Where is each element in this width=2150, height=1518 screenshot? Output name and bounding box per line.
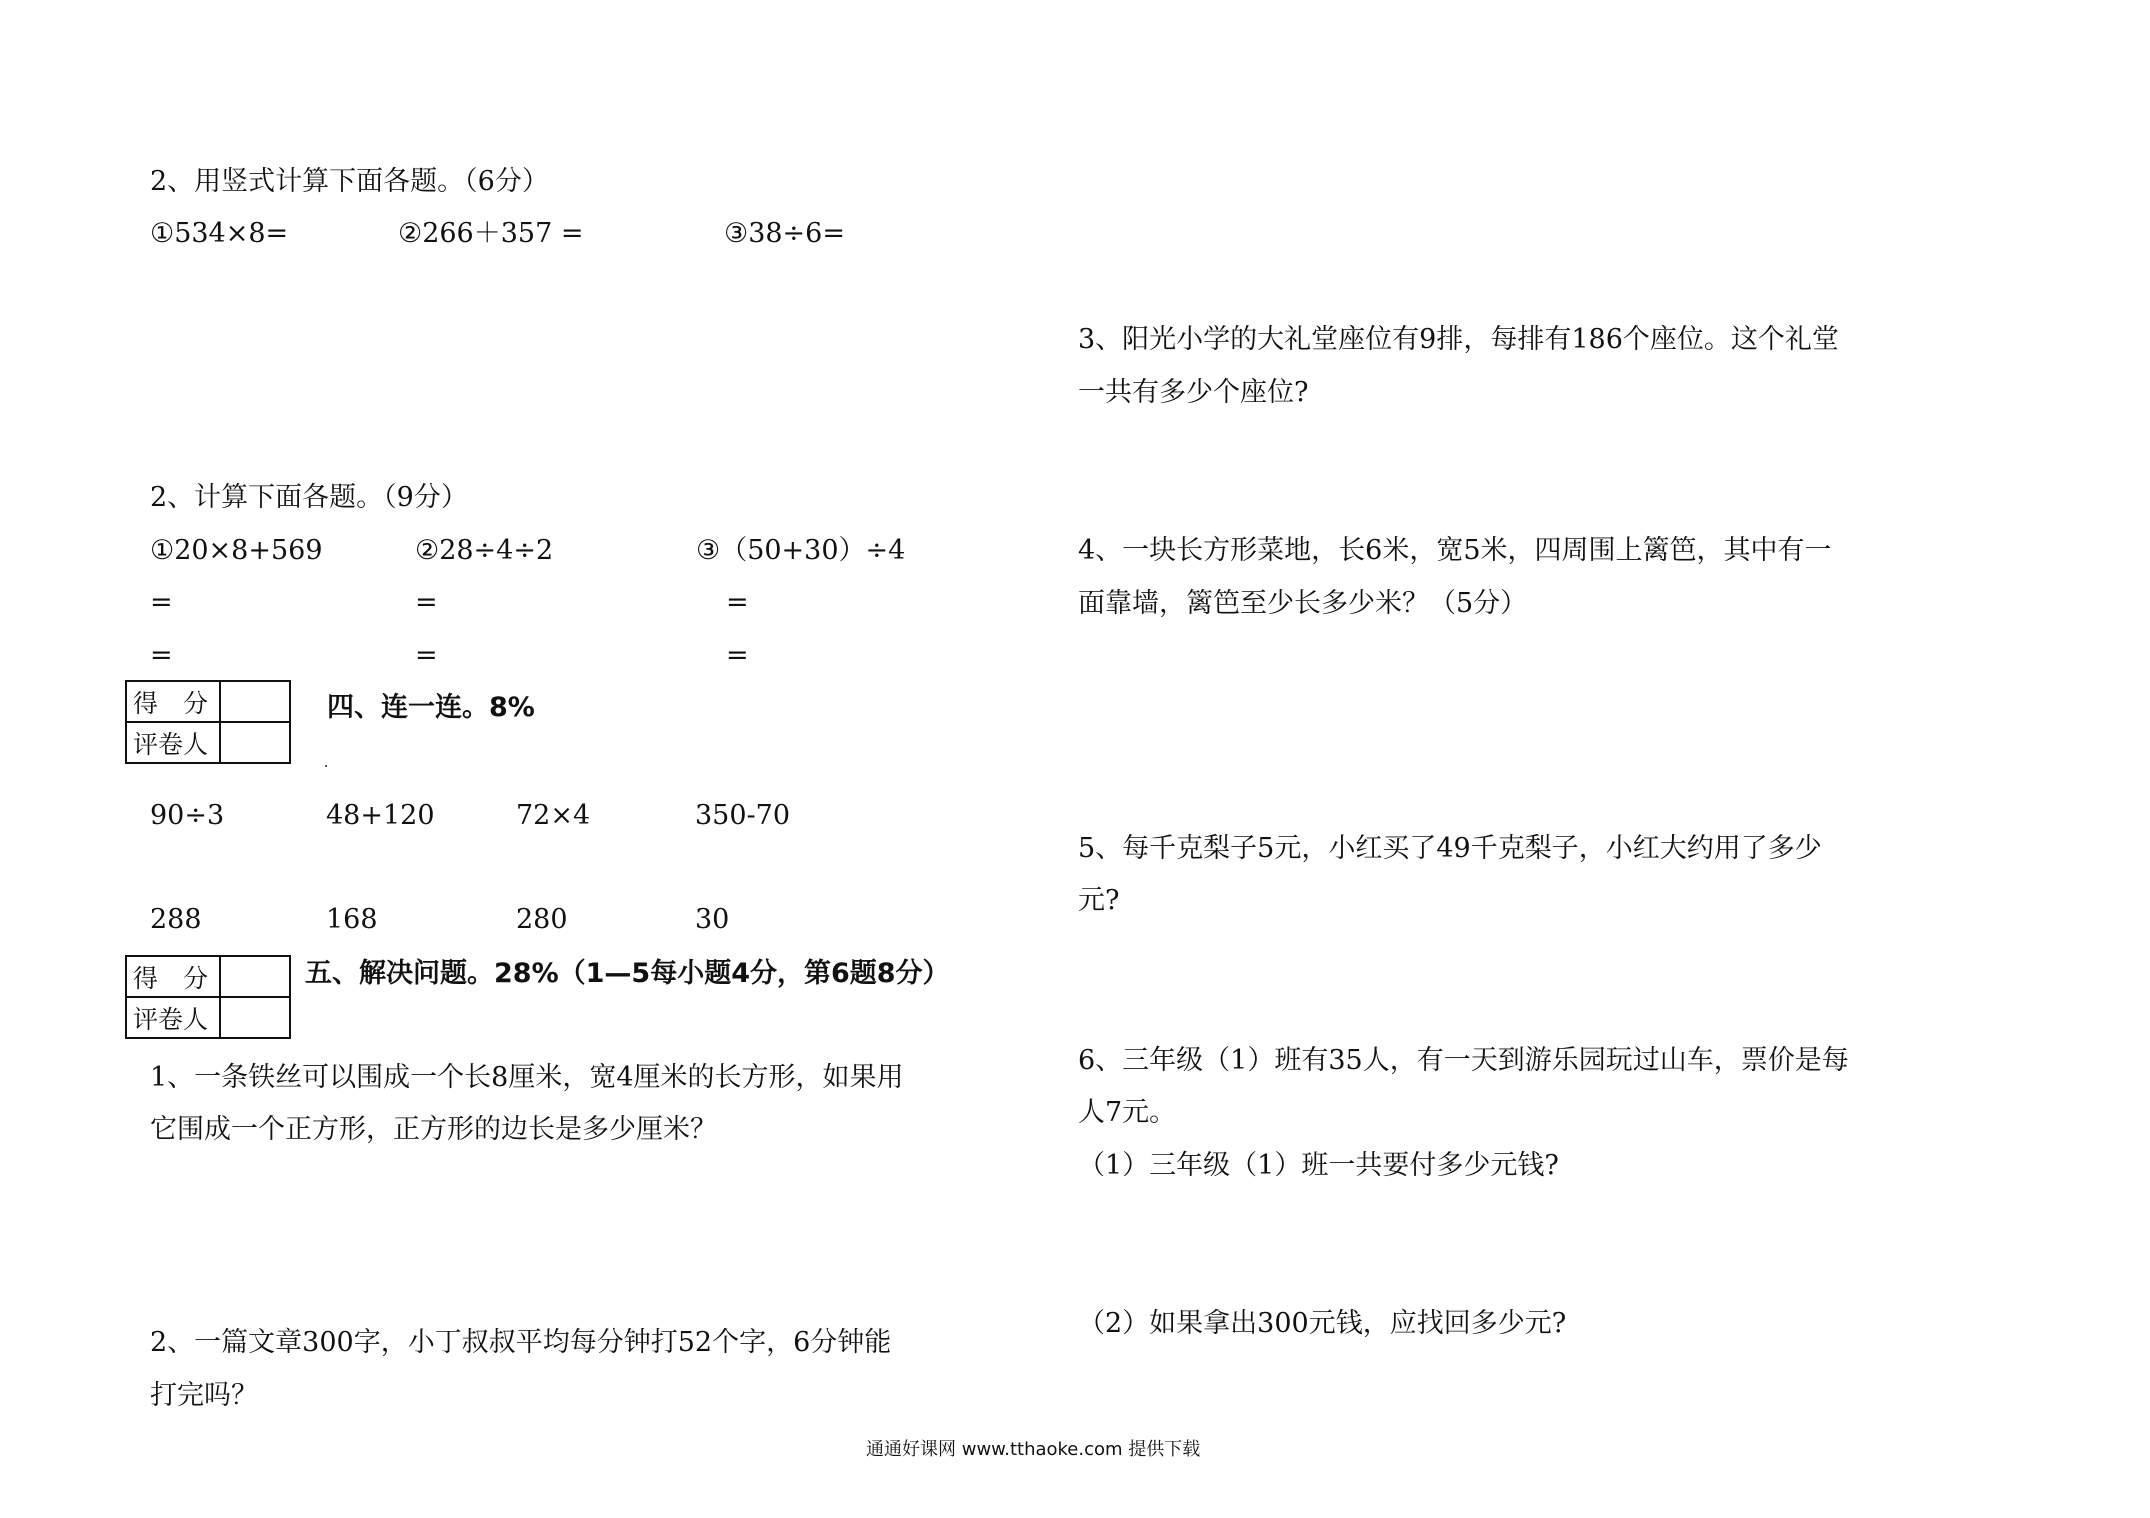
equals-sign: = [415, 587, 438, 618]
equals-sign: = [150, 587, 173, 618]
problem-4-line-1: 4、一块长方形菜地，长6米，宽5米，四周围上篱笆，其中有一 [1078, 535, 1832, 566]
compute-item-2: ②28÷4÷2 [415, 535, 554, 566]
problem-6-sub-2: （2）如果拿出300元钱，应找回多少元? [1078, 1308, 1567, 1339]
grader-label: 评卷人 [126, 997, 220, 1038]
score-label: 得 分 [126, 956, 220, 997]
score-box [125, 680, 291, 764]
problem-2-line-2: 打完吗？ [150, 1380, 258, 1411]
calc-item-2: ②266＋357 = [398, 218, 584, 249]
problem-4-line-2: 面靠墙，篱笆至少长多少米？（5分） [1078, 588, 1528, 619]
score-cell [220, 956, 290, 997]
problem-5-line-1: 5、每千克梨子5元，小红买了49千克梨子，小红大约用了多少 [1078, 833, 1822, 864]
problem-6-line-1: 6、三年级（1）班有35人，有一天到游乐园玩过山车，票价是每 [1078, 1045, 1849, 1076]
equals-sign: = [415, 640, 438, 671]
match-bottom-3: 280 [516, 904, 568, 935]
grader-cell [220, 722, 290, 763]
section-4-title: 四、连一连。8% [327, 692, 535, 723]
equals-sign: = [726, 587, 749, 618]
problem-1-line-1: 1、一条铁丝可以围成一个长8厘米，宽4厘米的长方形，如果用 [150, 1062, 904, 1093]
section-2-title: 2、用竖式计算下面各题。（6分） [150, 166, 549, 197]
equals-sign: = [726, 640, 749, 671]
footer-credit: 通通好课网 www.tthaoke.com 提供下载 [866, 1439, 1201, 1460]
compute-item-1: ①20×8+569 [150, 535, 323, 566]
problem-6-sub-1: （1）三年级（1）班一共要付多少元钱? [1078, 1150, 1559, 1181]
problem-3-line-2: 一共有多少个座位? [1078, 377, 1309, 408]
score-box [125, 955, 291, 1039]
calc-item-1: ①534×8= [150, 218, 289, 249]
match-bottom-1: 288 [150, 904, 202, 935]
equals-sign: = [150, 640, 173, 671]
grader-label: 评卷人 [126, 722, 220, 763]
section-2b-title: 2、计算下面各题。（9分） [150, 482, 468, 513]
match-top-4: 350-70 [695, 800, 791, 831]
score-label: 得 分 [126, 681, 220, 722]
compute-item-3: ③（50+30）÷4 [696, 535, 906, 566]
grader-cell [220, 997, 290, 1038]
scan-dot [325, 765, 327, 767]
problem-1-line-2: 它围成一个正方形，正方形的边长是多少厘米？ [150, 1114, 717, 1145]
match-top-3: 72×4 [516, 800, 591, 831]
calc-item-3: ③38÷6= [724, 218, 845, 249]
match-top-2: 48+120 [326, 800, 435, 831]
score-cell [220, 681, 290, 722]
section-5-title: 五、解决问题。28%（1—5每小题4分，第6题8分） [305, 958, 950, 989]
match-bottom-2: 168 [326, 904, 378, 935]
match-bottom-4: 30 [695, 904, 730, 935]
problem-6-line-2: 人7元。 [1078, 1097, 1177, 1128]
problem-5-line-2: 元? [1078, 885, 1120, 916]
match-top-1: 90÷3 [150, 800, 225, 831]
problem-2-line-1: 2、一篇文章300字，小丁叔叔平均每分钟打52个字，6分钟能 [150, 1327, 892, 1358]
problem-3-line-1: 3、阳光小学的大礼堂座位有9排，每排有186个座位。这个礼堂 [1078, 324, 1839, 355]
